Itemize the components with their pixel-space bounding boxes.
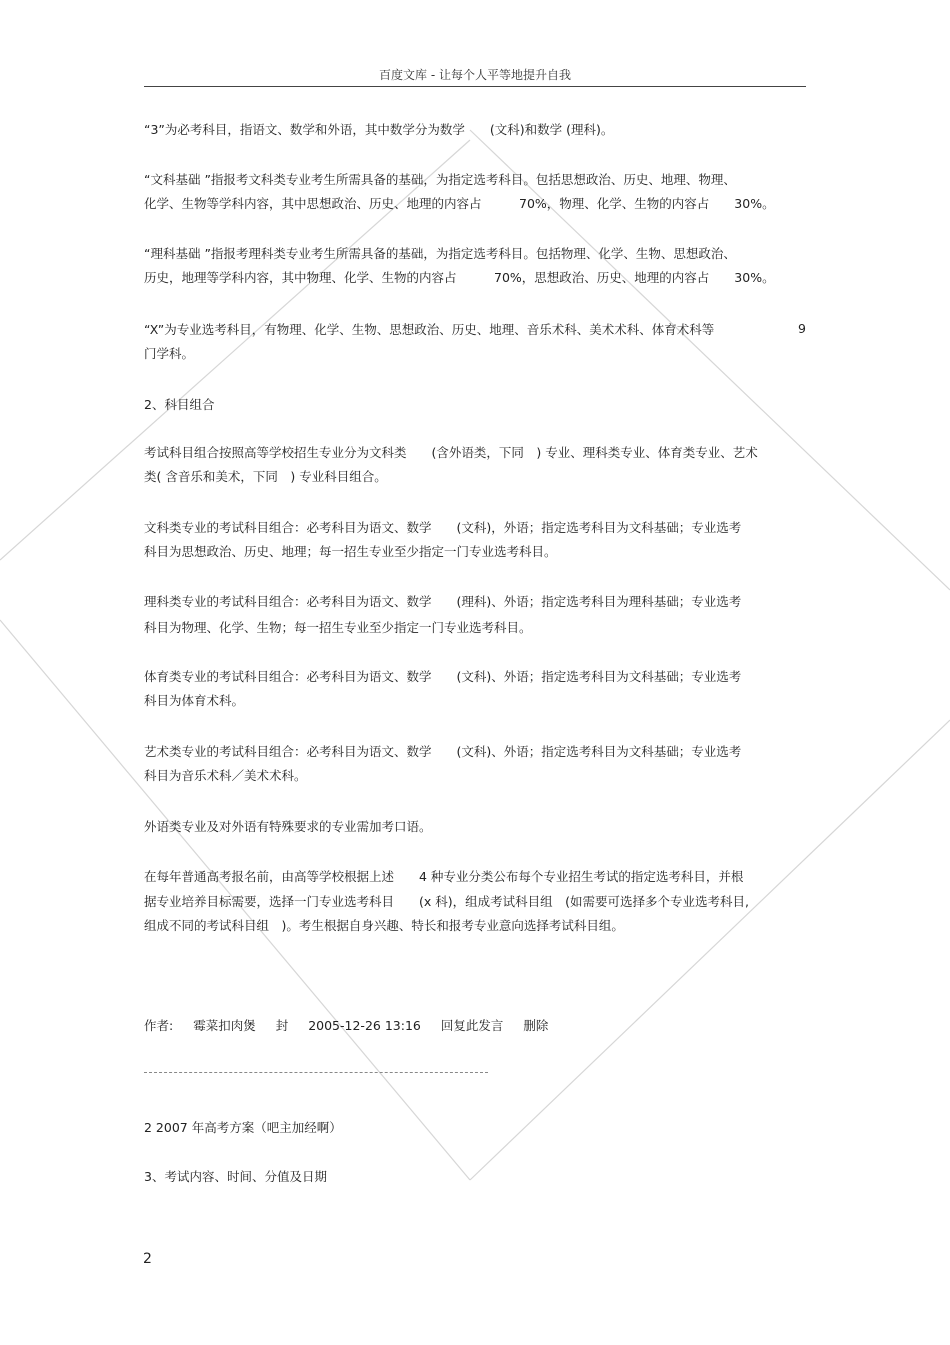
paragraph-oral-exam: 外语类专业及对外语有特殊要求的专业需加考口语。 <box>144 819 432 834</box>
paragraph-science-major-line1: 理科类专业的考试科目组合：必考科目为语文、数学 (理科)、外语；指定选考科目为理科基础；专业选考 <box>144 594 742 609</box>
section-heading-exam-content: 3、考试内容、时间、分值及日期 <box>144 1169 327 1184</box>
paragraph-arts-basics-line1: “文科基础 ”指报考文科类专业考生所需具备的基础，为指定选考科目。包括思想政治、历史、地理、物理、 <box>144 172 736 187</box>
paragraph-3-required: “3”为必考科目，指语文、数学和外语，其中数学分为数学 (文科)和数学 (理科)。 <box>144 122 614 137</box>
paragraph-arts-basics-line2: 化学、生物等学科内容，其中思想政治、历史、地理的内容占 70%，物理、化学、生物的内容占 30%。 <box>144 196 775 211</box>
paragraph-art-major-line2: 科目为音乐术科／美术术科。 <box>144 768 307 783</box>
paragraph-x-elective-line2: 门学科。 <box>144 346 195 361</box>
paragraph-arts-major-line1: 文科类专业的考试科目组合：必考科目为语文、数学 (文科)，外语；指定选考科目为文科基础；专业选考 <box>144 520 742 535</box>
paragraph-combination-line2: 类( 含音乐和美术，下同 ) 专业科目组合。 <box>144 469 387 484</box>
paragraph-registration-line3: 组成不同的考试科目组 )。考生根据自身兴趣、特长和报考专业意向选择考试科目组。 <box>144 918 624 933</box>
paragraph-arts-major-line2: 科目为思想政治、历史、地理；每一招生专业至少指定一门专业选考科目。 <box>144 544 557 559</box>
post-byline <box>144 1017 564 1034</box>
author-name[interactable]: 霉菜扣肉煲 <box>193 1018 256 1033</box>
section-heading-subject-combination: 2、科目组合 <box>144 397 215 412</box>
delete-link[interactable]: 删除 <box>523 1018 549 1033</box>
header-divider <box>144 86 806 87</box>
paragraph-registration-line2: 据专业培养目标需要，选择一门专业选考科目 (x 科)，组成考试科目组 (如需要可选择多个专业选考科目, <box>144 894 749 909</box>
paragraph-science-basics-line2: 历史，地理等学科内容，其中物理、化学、生物的内容占 70%，思想政治、历史、地理的内容占 30%。 <box>144 270 775 285</box>
post-title-2007-plan: 2 2007 年高考方案（吧主加经啊） <box>144 1120 342 1135</box>
header-title: 百度文库 - 让每个人平等地提升自我 <box>379 68 571 82</box>
seal-mark: 封 <box>275 1018 289 1033</box>
page-number: 2 <box>143 1251 152 1267</box>
paragraph-combination-line1: 考试科目组合按照高等学校招生专业分为文科类 (含外语类，下同 ) 专业、理科类专业、体育类专业、艺术 <box>144 445 758 460</box>
paragraph-sports-major-line2: 科目为体育术科。 <box>144 693 245 708</box>
paragraph-registration-line1: 在每年普通高考报名前，由高等学校根据上述 4 种专业分类公布每个专业招生考试的指定选考科目，并根 <box>144 869 744 884</box>
paragraph-x-elective-line1: “X”为专业选考科目，有物理、化学、生物、思想政治、历史、地理、音乐术科、美术术科、体育术科等 <box>144 322 715 337</box>
paragraph-x-elective-count: 9 <box>798 321 806 336</box>
reply-link[interactable]: 回复此发言 <box>440 1018 504 1033</box>
paragraph-science-basics-line1: “理科基础 ”指报考理科类专业考生所需具备的基础，为指定选考科目。包括物理、化学、生物、思想政治、 <box>144 246 736 261</box>
post-datetime: 2005-12-26 13:16 <box>308 1018 421 1033</box>
paragraph-science-major-line2: 科目为物理、化学、生物；每一招生专业至少指定一门专业选考科目。 <box>144 620 532 635</box>
post-separator <box>144 1072 488 1073</box>
paragraph-art-major-line1: 艺术类专业的考试科目组合：必考科目为语文、数学 (文科)、外语；指定选考科目为文科基础；专业选考 <box>144 744 742 759</box>
paragraph-sports-major-line1: 体育类专业的考试科目组合：必考科目为语文、数学 (文科)、外语；指定选考科目为文科基础；专业选考 <box>144 669 742 684</box>
author-label: 作者: <box>144 1018 174 1033</box>
